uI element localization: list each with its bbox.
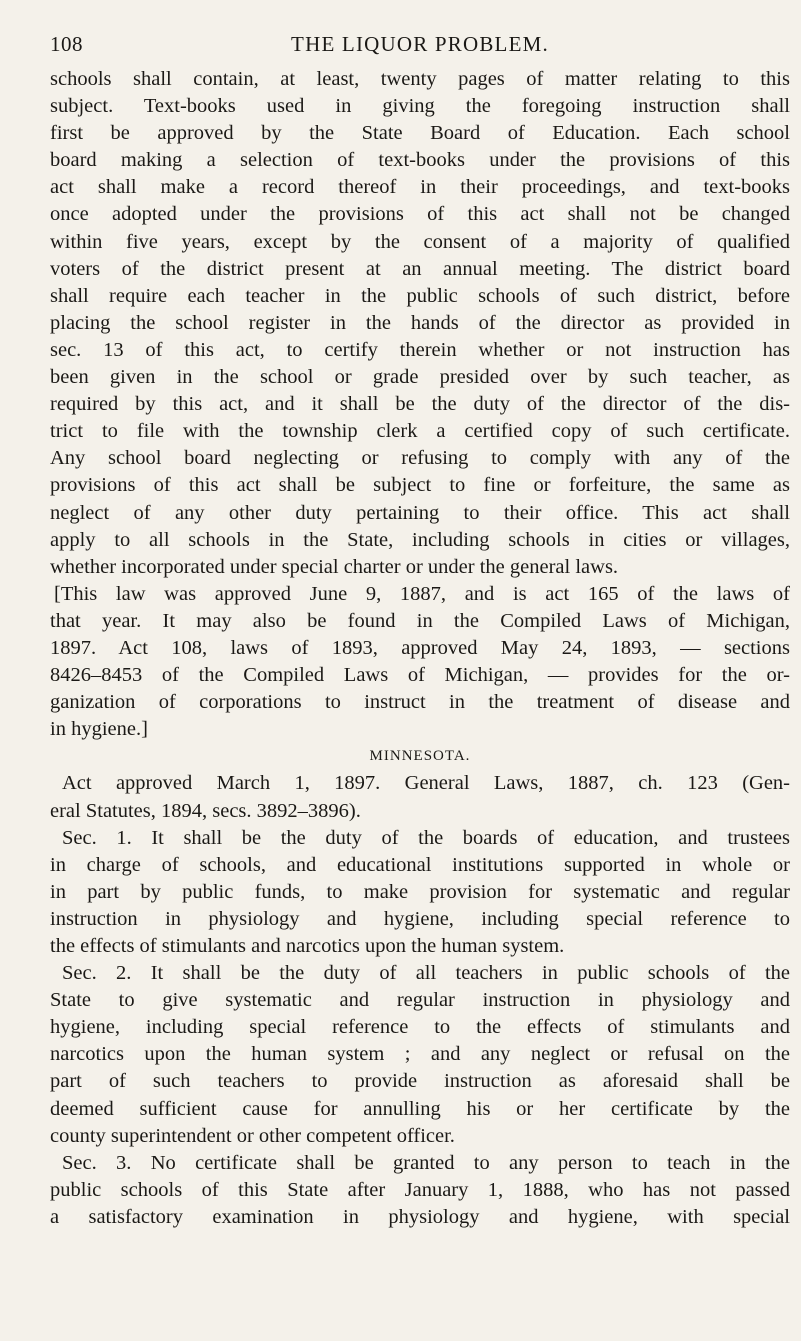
text-line: part of such teachers to provide instruction as aforesaid shall be	[50, 1070, 790, 1093]
text-line: once adopted under the provisions of this act shall not be changed	[50, 203, 790, 226]
page-number: 108	[50, 32, 83, 56]
text-line: Sec. 3. No certificate shall be granted to any person to teach in the	[62, 1151, 790, 1174]
text-line: State to give systematic and regular instruction in physiology and	[50, 989, 790, 1012]
text-line: placing the school register in the hands of the director as provided in	[50, 311, 790, 334]
text-line: neglect of any other duty pertaining to their office. This act shall	[50, 501, 790, 524]
text-line: in part by public funds, to make provision for systematic and regular	[50, 880, 790, 903]
text-line: voters of the district present at an annual meeting. The district board	[50, 257, 790, 280]
section-heading: MINNESOTA.	[369, 748, 471, 765]
text-line: public schools of this State after January 1, 1888, who has not passed	[50, 1178, 790, 1201]
text-line: 1897. Act 108, laws of 1893, approved May 24, 1893, — sections	[50, 636, 790, 659]
text-line: 8426–8453 of the Compiled Laws of Michigan, — provides for the or-	[50, 664, 790, 687]
text-line: subject. Text-books used in giving the foregoing instruction shall	[50, 95, 790, 118]
text-line: provisions of this act shall be subject to fine or forfeiture, the same as	[50, 474, 790, 497]
text-line: Sec. 2. It shall be the duty of all teachers in public schools of the	[62, 962, 790, 985]
text-line: within five years, except by the consent of a majority of qualified	[50, 230, 790, 253]
text-line: instruction in physiology and hygiene, including special reference to	[50, 907, 790, 930]
text-line: Sec. 1. It shall be the duty of the boards of education, and trustees	[62, 826, 790, 849]
text-line: shall require each teacher in the public schools of such district, before	[50, 284, 790, 307]
text-line: been given in the school or grade presided over by such teacher, as	[50, 366, 790, 389]
text-line: that year. It may also be found in the Compiled Laws of Michigan,	[50, 609, 790, 632]
text-line: required by this act, and it shall be the duty of the director of the dis-	[50, 393, 790, 416]
text-line: county superintendent or other competent officer.	[50, 1124, 455, 1147]
text-line: Any school board neglecting or refusing to comply with any of the	[50, 447, 790, 470]
text-line: in hygiene.]	[50, 718, 148, 741]
text-line: apply to all schools in the State, including schools in cities or villages,	[50, 528, 790, 551]
text-line: board making a selection of text-books under the provisions of this	[50, 149, 790, 172]
body-text	[50, 66, 790, 1231]
text-line: schools shall contain, at least, twenty pages of matter relating to this	[50, 68, 790, 90]
text-line: eral Statutes, 1894, secs. 3892–3896).	[50, 799, 361, 822]
text-line: Act approved March 1, 1897. General Laws, 1887, ch. 123 (Gen-	[62, 772, 790, 795]
text-line: trict to file with the township clerk a certified copy of such certificate.	[50, 420, 790, 443]
text-line: in charge of schools, and educational institutions supported in whole or	[50, 853, 790, 876]
text-line: [This law was approved June 9, 1887, and is act 165 of the laws of	[54, 582, 790, 605]
text-line: ganization of corporations to instruct in the treatment of disease and	[50, 691, 790, 714]
running-title: THE LIQUOR PROBLEM.	[291, 32, 549, 56]
text-line: deemed sufficient cause for annulling his or her certificate by the	[50, 1097, 790, 1120]
text-line: hygiene, including special reference to the effects of stimulants and	[50, 1016, 790, 1039]
text-line: act shall make a record thereof in their proceedings, and text-books	[50, 176, 790, 199]
page-header	[50, 32, 790, 62]
text-line: first be approved by the State Board of Education. Each school	[50, 122, 790, 145]
text-line: a satisfactory examination in physiology and hygiene, with special	[50, 1205, 790, 1228]
text-line: narcotics upon the human system ; and any neglect or refusal on the	[50, 1043, 790, 1066]
text-line: sec. 13 of this act, to certify therein whether or not instruction has	[50, 338, 790, 361]
text-line: the effects of stimulants and narcotics upon the human system.	[50, 935, 565, 957]
text-line: whether incorporated under special charter or under the general laws.	[50, 555, 619, 578]
